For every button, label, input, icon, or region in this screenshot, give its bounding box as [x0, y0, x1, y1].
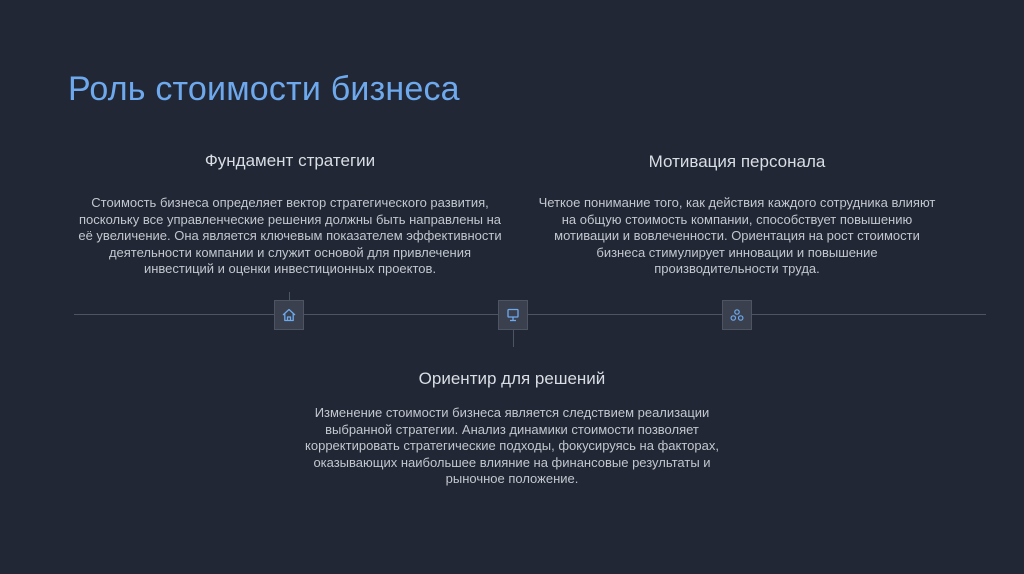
- home-icon: [281, 307, 297, 323]
- timeline-node-decisions: [498, 300, 528, 330]
- connector-decisions: [513, 330, 514, 347]
- timeline-node-motivation: [722, 300, 752, 330]
- section-text-decisions: Изменение стоимости бизнеса является следствием реализации выбранной стратегии. Анализ динамики стоимости позволяет корректировать стратегические подходы, фокусируясь на факторах, оказывающих наибольшее влияние на финансовые результаты и рыночное положение.: [305, 405, 719, 486]
- monitor-icon: [505, 307, 521, 323]
- timeline-node-strategy: [274, 300, 304, 330]
- section-text-strategy: Стоимость бизнеса определяет вектор стратегического развития, поскольку все управленческие решения должны быть направлены на её увеличение. Она является ключевым показателем эффективности деятельности компании и служит основой для привлечения инвестиций и оценки инвестиционных проектов.: [78, 195, 502, 276]
- page-title: Роль стоимости бизнеса: [68, 70, 460, 108]
- section-heading-strategy: Фундамент стратегии: [204, 151, 376, 170]
- section-heading-decisions: Ориентир для решений: [418, 369, 606, 388]
- section-text-motivation: Четкое понимание того, как действия каждого сотрудника влияют на общую стоимость компании, способствует повышению мотивации и вовлеченности. Ориентация на рост стоимости бизнеса стимулирует инновации и повышение производительности труда.: [538, 195, 936, 276]
- section-heading-motivation: Мотивация персонала: [648, 152, 826, 171]
- timeline-line: [74, 314, 986, 315]
- people-icon: [729, 307, 745, 323]
